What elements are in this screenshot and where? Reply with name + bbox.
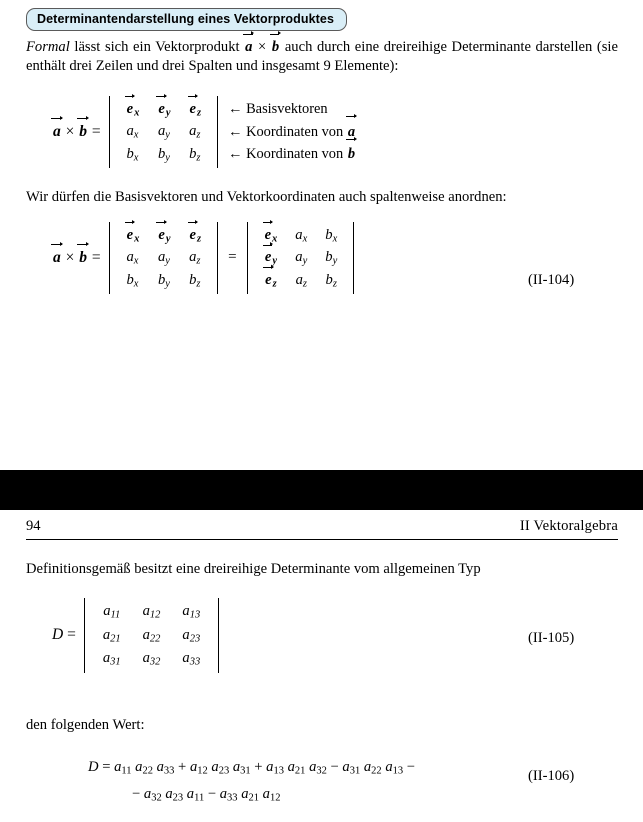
basis-vector-ey: e [158,100,165,117]
vector-b-annotation: b [347,143,356,166]
matrix-row [92,624,211,648]
basis-vector-ex: e [126,100,134,117]
equals-operator-4: = [67,626,76,644]
vector-a-inline: a [245,39,253,55]
matrix-cell: $a_y$ [295,249,308,267]
matrix-cell: $e_x$ [126,226,140,245]
page-number: 94 [26,518,41,534]
times-operator: × [65,122,75,140]
matrix-cell: $a_z$ [189,123,201,141]
determinant-matrix-1 [109,96,218,168]
chapter-title: II Vektoralgebra [519,518,618,534]
page-separator-bar [0,470,643,510]
vector-b-symbol-2: b [79,248,87,266]
equation-105 [52,598,219,673]
matrix-cell: $e_y$ [264,249,277,267]
matrix-cell: $b_z$ [189,145,201,164]
determinant-matrix-2-left [109,222,218,294]
matrix-cell: $a_x$ [295,226,308,245]
basis-vector-ey: e [264,249,272,266]
equation-number-105: (II-105) [528,630,575,646]
matrix-cell: $e_z$ [189,226,202,245]
matrix-cell: $a_{31}$ [102,650,121,668]
matrix-row [117,98,210,121]
paragraph-value-intro: den folgenden Wert: [26,717,145,733]
matrix-cell: $b_y$ [157,271,170,290]
matrix-cell: $e_y$ [158,100,171,119]
vector-a-symbol-2: a [53,248,61,266]
equation106-line1: $D = a_{11}$ $a_{22}$ $a_{33} + a_{12}$ $a_{23}$ $a_{31} + a_{13}$ $a_{21}$ $a_{32} - a_{31}$ $a_{22}$ $a_{13}$ − [88,759,415,777]
section-heading-banner: Determinantendarstellung eines Vektorproduktes [26,8,347,31]
matrix-row [117,121,210,144]
annotation-basis: ← Basisvektoren [228,101,328,118]
paragraph-columnwise: Wir dürfen die Basisvektoren und Vektorkoordinaten auch spaltenweise anordnen: [26,189,507,205]
equation2-lhs [52,249,109,267]
equation3-lhs [52,626,84,644]
basis-vector-ez: e [265,271,272,288]
basis-vector-ey: e [158,226,165,243]
vector-a-symbol: a [53,122,61,140]
matrix-cell: $a_{21}$ [102,626,121,645]
matrix-cell: $a_{13}$ [182,603,201,621]
matrix-cell: $b_z$ [325,271,337,290]
matrix-cell: $a_{12}$ [142,603,161,621]
basis-vector-ez: e [189,100,196,117]
matrix-row [92,600,211,624]
matrix-cell: $b_y$ [325,249,338,267]
matrix-cell: $a_{22}$ [142,626,161,645]
matrix-cell: $a_y$ [157,123,170,141]
equals-operator-3: = [228,249,237,266]
matrix-cell: $a_{32}$ [142,650,161,668]
matrix-cell: $e_y$ [158,226,171,245]
matrix-cell: $b_x$ [126,145,139,164]
equation1-lhs [52,123,109,141]
equation-vector-product-determinant [52,96,356,168]
matrix-cell: $e_z$ [189,100,202,119]
matrix-cell: $b_y$ [157,145,170,164]
matrix-cell: $a_x$ [126,249,139,267]
determinant-annotations [228,98,356,166]
matrix-row [117,224,210,247]
basis-vector-ex: e [126,226,134,243]
matrix-cell: $b_x$ [126,271,139,290]
matrix-cell: $e_z$ [265,271,277,290]
matrix-cell: $a_{33}$ [182,650,201,668]
determinant-matrix-3 [84,598,219,673]
matrix-row [117,143,210,166]
intro-mid-text: auch durch eine dreireihige Determinante darstellen (sie enthält drei Zeilen und drei Spalten und insgesamt 9 Elemente): [26,39,618,74]
paragraph-intro: Formal lässt sich ein Vektorprodukt a × b auch durch eine dreireihige Determinante darstellen (sie enthält drei Zeilen und drei Spalten und insgesamt 9 Elemente): [26,39,618,74]
matrix-cell: $e_x$ [126,100,140,119]
matrix-cell: $b_x$ [325,226,338,245]
basis-vector-ez: e [189,226,196,243]
equation-104 [52,222,354,294]
matrix-row [255,224,347,247]
matrix-row [92,647,211,671]
matrix-cell: $a_y$ [157,249,170,267]
paragraph-definition: Definitionsgemäß besitzt eine dreireihige Determinante vom allgemeinen Typ [26,561,481,577]
equation-number-106: (II-106) [528,768,575,784]
vector-b-inline: b [271,39,280,55]
matrix-cell: $a_{11}$ [103,603,121,621]
matrix-row [117,269,210,292]
matrix-row [117,247,210,270]
matrix-cell: $a_{23}$ [182,626,201,645]
equals-operator: = [91,122,101,140]
matrix-cell: $a_x$ [126,123,139,141]
matrix-row [255,247,347,270]
intro-italic-word: Formal [26,39,70,55]
intro-pre-text: lässt sich ein Vektorprodukt [74,39,240,55]
vector-b-symbol: b [79,122,87,140]
times-operator-2: × [65,248,75,266]
annotation-coords-b: ← Koordinaten von b [228,143,356,166]
matrix-cell: $a_z$ [295,271,307,290]
vector-a-annotation: a [347,121,356,144]
equation106-line2: − $a_{32}$ $a_{23}$ $a_{11} - a_{33}$ $a_{21}$ $a_{12}$ [132,785,281,804]
matrix-cell: $b_z$ [189,271,201,290]
annotation-coords-a: ← Koordinaten von a [228,121,356,144]
equals-operator-2: = [91,248,101,266]
running-head [26,518,618,540]
determinant-matrix-2-right [247,222,355,294]
matrix-row [255,269,347,292]
basis-vector-ex: e [264,226,272,243]
determinant-symbol-D: D [52,626,64,644]
equation-number-104: (II-104) [528,272,575,288]
matrix-cell: $e_x$ [264,226,278,245]
equation-106 [88,756,415,809]
matrix-cell: $a_z$ [189,249,201,267]
